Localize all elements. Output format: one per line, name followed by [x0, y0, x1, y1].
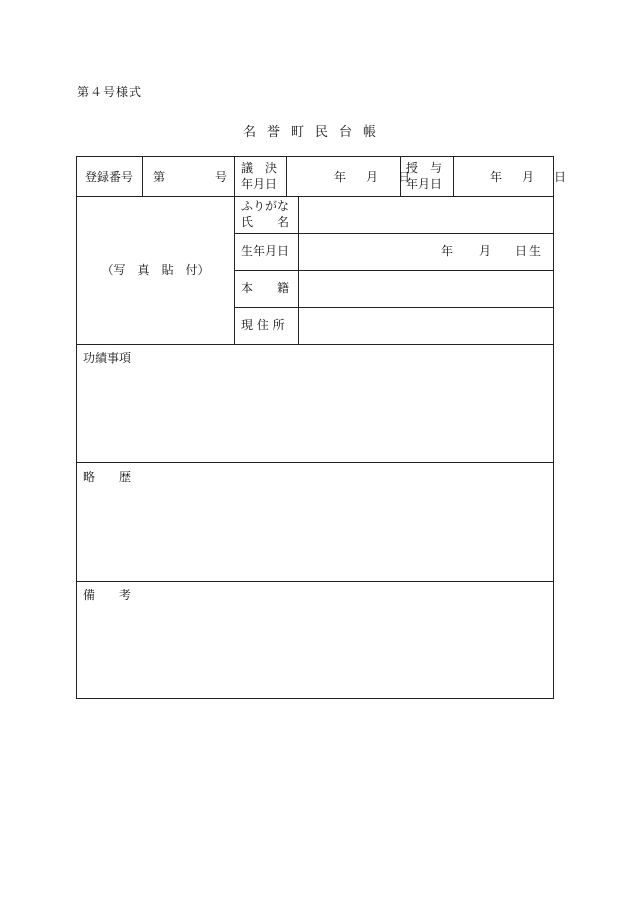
table-line	[234, 270, 553, 271]
photo-placeholder: （写 真 貼 付）	[101, 263, 210, 277]
table-line	[77, 344, 553, 345]
form-number: 第４号様式	[77, 85, 143, 99]
registry-table	[76, 156, 569, 699]
document-title: 名誉町民台帳	[242, 125, 387, 140]
table-line	[286, 157, 287, 196]
award-date-label: 授 与 年月日	[406, 161, 443, 191]
name-label: ふりがな 氏 名	[241, 199, 290, 229]
resolution-date-label: 議 決 年月日	[241, 161, 278, 191]
birth-date-value: 年 月 日生	[441, 244, 544, 258]
birth-date-label: 生年月日	[241, 244, 290, 258]
table-line	[77, 581, 553, 582]
table-line	[77, 196, 553, 197]
registration-go-label: 号	[215, 170, 228, 184]
table-line	[234, 307, 553, 308]
table-line	[453, 157, 454, 196]
career-label: 略 歴	[83, 470, 132, 484]
registration-number-label: 登録番号	[85, 170, 134, 184]
award-date-value: 年 月 日	[490, 170, 569, 184]
resolution-date-value: 年 月 日	[334, 170, 413, 184]
remarks-label: 備 考	[83, 588, 132, 602]
table-line	[234, 157, 235, 344]
honseki-label: 本 籍	[241, 281, 290, 295]
table-line	[142, 157, 143, 196]
table-line	[77, 462, 553, 463]
registration-dai-label: 第	[153, 170, 166, 184]
address-label: 現 住 所	[241, 318, 285, 332]
table-line	[234, 233, 553, 234]
achievements-label: 功績事項	[83, 351, 132, 365]
